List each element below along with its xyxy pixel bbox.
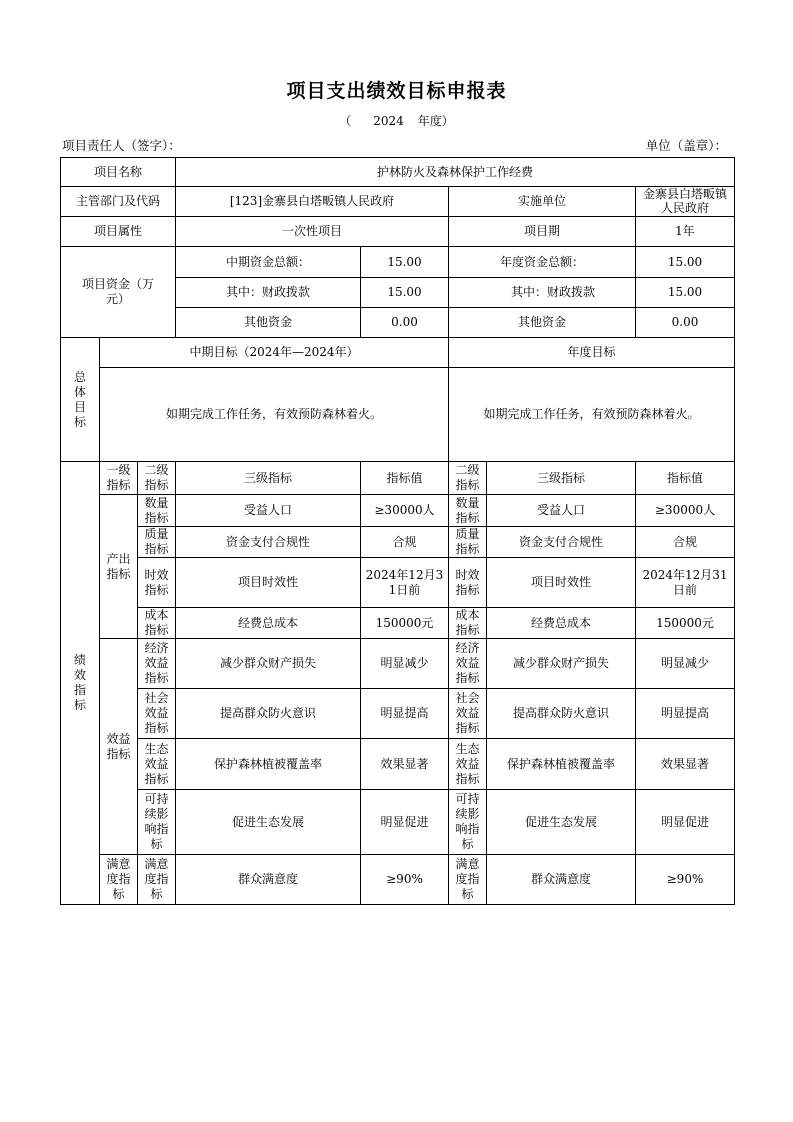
mid-level3: 项目时效性 <box>176 558 361 608</box>
mid-level3: 促进生态发展 <box>176 790 361 855</box>
satisfaction-label: 满意度指标 <box>100 855 138 905</box>
year-value: 2024 <box>373 114 404 128</box>
mid-level2: 时效指标 <box>138 558 176 608</box>
mid-level2: 社会效益指标 <box>138 689 176 739</box>
annual-level2: 时效指标 <box>449 558 487 608</box>
annual-level2: 经济效益指标 <box>449 639 487 689</box>
mid-level2: 数量指标 <box>138 495 176 527</box>
header-level3-annual: 三级指标 <box>487 462 636 495</box>
table-row <box>61 739 735 790</box>
annual-value: 合规 <box>636 527 735 558</box>
row-funds-total <box>61 247 735 278</box>
mid-level3: 减少群众财产损失 <box>176 639 361 689</box>
annual-level3: 群众满意度 <box>487 855 636 905</box>
mid-other-value: 0.00 <box>361 308 449 338</box>
table-row <box>61 495 735 527</box>
annual-other-value: 0.00 <box>636 308 735 338</box>
annual-value: 效果显著 <box>636 739 735 790</box>
mid-level3: 受益人口 <box>176 495 361 527</box>
table-row <box>61 527 735 558</box>
output-label: 产出指标 <box>100 495 138 639</box>
signature-left: 项目责任人（签字）： <box>62 138 181 153</box>
annual-level3: 项目时效性 <box>487 558 636 608</box>
annual-total-label: 年度资金总额： <box>449 247 636 278</box>
mid-value: 合规 <box>361 527 449 558</box>
mid-level2: 经济效益指标 <box>138 639 176 689</box>
annual-goal-text: 如期完成工作任务，有效预防森林着火。 <box>449 368 735 462</box>
project-name-value: 护林防火及森林保护工作经费 <box>176 158 735 187</box>
row-indicator-header <box>61 462 735 495</box>
benefit-label: 效益指标 <box>100 639 138 855</box>
mid-value: 效果显著 <box>361 739 449 790</box>
funds-label: 项目资金（万元） <box>61 247 176 338</box>
year-suffix: 年度） <box>417 114 454 128</box>
mid-goal-header: 中期目标（2024年—2024年） <box>100 338 449 368</box>
dept-value: [123]金寨县白塔畈镇人民政府 <box>176 187 449 217</box>
mid-level2: 成本指标 <box>138 608 176 639</box>
mid-level3: 提高群众防火意识 <box>176 689 361 739</box>
annual-total-value: 15.00 <box>636 247 735 278</box>
project-name-label: 项目名称 <box>61 158 176 187</box>
mid-value: 150000元 <box>361 608 449 639</box>
header-value-mid: 指标值 <box>361 462 449 495</box>
mid-value: ≥90% <box>361 855 449 905</box>
annual-value: 明显减少 <box>636 639 735 689</box>
mid-value: 明显减少 <box>361 639 449 689</box>
mid-level2: 可持续影响指标 <box>138 790 176 855</box>
row-goals-content <box>61 368 735 462</box>
attr-label: 项目属性 <box>61 217 176 247</box>
mid-level3: 经费总成本 <box>176 608 361 639</box>
row-attribute <box>61 217 735 247</box>
mid-fiscal-value: 15.00 <box>361 278 449 308</box>
table-row <box>61 608 735 639</box>
table-row <box>61 855 735 905</box>
signature-right: 单位（盖章）： <box>645 138 727 153</box>
annual-level2: 满意度指标 <box>449 855 487 905</box>
annual-level2: 生态效益指标 <box>449 739 487 790</box>
mid-total-value: 15.00 <box>361 247 449 278</box>
annual-level2: 质量指标 <box>449 527 487 558</box>
annual-level2: 成本指标 <box>449 608 487 639</box>
mid-level2: 生态效益指标 <box>138 739 176 790</box>
mid-level3: 群众满意度 <box>176 855 361 905</box>
header-value-annual: 指标值 <box>636 462 735 495</box>
perf-label: 绩效指标 <box>61 462 100 905</box>
annual-value: 明显提高 <box>636 689 735 739</box>
annual-level3: 经费总成本 <box>487 608 636 639</box>
dept-label: 主管部门及代码 <box>61 187 176 217</box>
header-level1: 一级指标 <box>100 462 138 495</box>
mid-level3: 保护森林植被覆盖率 <box>176 739 361 790</box>
mid-other-label: 其他资金 <box>176 308 361 338</box>
header-level3-mid: 三级指标 <box>176 462 361 495</box>
table-row <box>61 689 735 739</box>
annual-other-label: 其他资金 <box>449 308 636 338</box>
goals-label: 总体目标 <box>61 338 100 462</box>
header-level2-annual: 二级指标 <box>449 462 487 495</box>
annual-level3: 保护森林植被覆盖率 <box>487 739 636 790</box>
annual-goal-header: 年度目标 <box>449 338 735 368</box>
annual-level2: 社会效益指标 <box>449 689 487 739</box>
mid-value: ≥30000人 <box>361 495 449 527</box>
annual-level2: 可持续影响指标 <box>449 790 487 855</box>
period-value: 1年 <box>636 217 735 247</box>
header-level2-mid: 二级指标 <box>138 462 176 495</box>
annual-level3: 提高群众防火意识 <box>487 689 636 739</box>
annual-value: 150000元 <box>636 608 735 639</box>
annual-level3: 资金支付合规性 <box>487 527 636 558</box>
annual-fiscal-value: 15.00 <box>636 278 735 308</box>
mid-value: 明显促进 <box>361 790 449 855</box>
year-label <box>0 112 793 129</box>
table-row <box>61 790 735 855</box>
mid-level2: 满意度指标 <box>138 855 176 905</box>
performance-table <box>60 157 735 905</box>
mid-value: 明显提高 <box>361 689 449 739</box>
table-row <box>61 639 735 689</box>
annual-level3: 减少群众财产损失 <box>487 639 636 689</box>
annual-fiscal-label: 其中：财政拨款 <box>449 278 636 308</box>
annual-level3: 促进生态发展 <box>487 790 636 855</box>
row-project-name <box>61 158 735 187</box>
row-goals-header <box>61 338 735 368</box>
annual-value: ≥90% <box>636 855 735 905</box>
impl-unit-label: 实施单位 <box>449 187 636 217</box>
mid-fiscal-label: 其中：财政拨款 <box>176 278 361 308</box>
mid-level2: 质量指标 <box>138 527 176 558</box>
annual-level3: 受益人口 <box>487 495 636 527</box>
mid-value: 2024年12月31日前 <box>361 558 449 608</box>
annual-value: 2024年12月31日前 <box>636 558 735 608</box>
row-department <box>61 187 735 217</box>
mid-goal-text: 如期完成工作任务，有效预防森林着火。 <box>100 368 449 462</box>
annual-value: 明显促进 <box>636 790 735 855</box>
year-open: （ <box>339 114 352 128</box>
attr-value: 一次性项目 <box>176 217 449 247</box>
annual-level2: 数量指标 <box>449 495 487 527</box>
page-title: 项目支出绩效目标申报表 <box>286 80 507 102</box>
mid-level3: 资金支付合规性 <box>176 527 361 558</box>
impl-unit-value: 金寨县白塔畈镇人民政府 <box>636 187 735 217</box>
mid-total-label: 中期资金总额： <box>176 247 361 278</box>
annual-value: ≥30000人 <box>636 495 735 527</box>
period-label: 项目期 <box>449 217 636 247</box>
table-row <box>61 558 735 608</box>
